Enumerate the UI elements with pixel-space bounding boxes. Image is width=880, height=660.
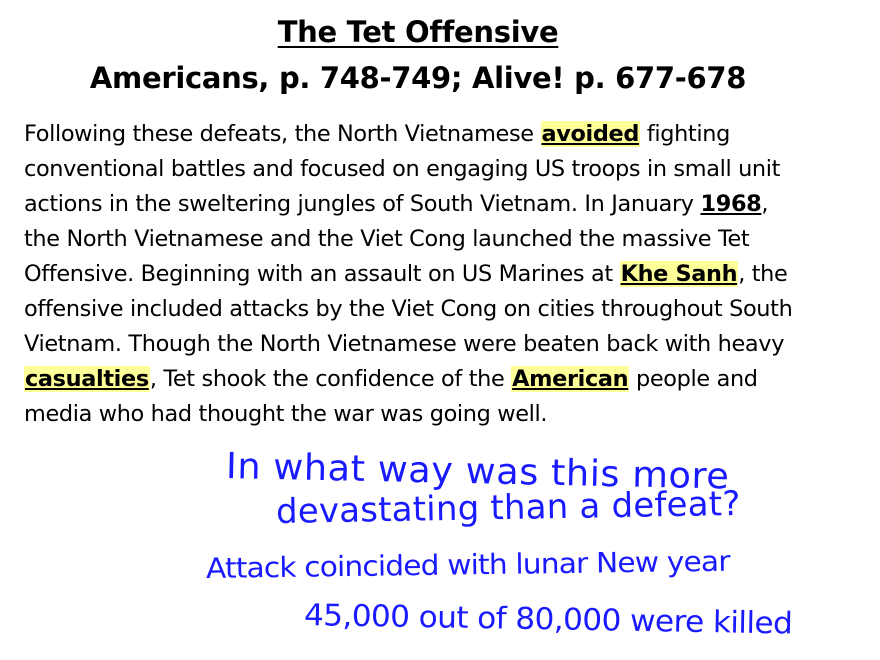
slide-subtitle: Americans, p. 748-749; Alive! p. 677-678 — [89, 61, 747, 95]
slide-title: The Tet Offensive — [277, 15, 559, 49]
paragraph-line: media who had thought the war was going well. — [24, 401, 548, 427]
text-run: actions in the sweltering jungles of South Vietnam. In January — [24, 191, 701, 217]
paragraph-line: conventional battles and focused on engaging US troops in small unit — [24, 156, 781, 182]
handwritten-answer-line-2: 45,000 out of 80,000 were killed — [303, 598, 793, 642]
handwritten-question-line-2: devastating than a defeat? — [275, 483, 741, 532]
text-run: fighting — [640, 121, 730, 147]
paragraph-line — [24, 187, 872, 222]
body-paragraph — [24, 117, 872, 432]
highlighted-term-khe-sanh: Khe Sanh — [620, 261, 738, 287]
text-run: Following these defeats, the North Vietnamese — [24, 121, 541, 147]
paragraph-line: Vietnam. Though the North Vietnamese were beaten back with heavy — [24, 331, 785, 357]
handwritten-question-line-1: In what way was this more — [225, 446, 730, 498]
paragraph-line — [24, 362, 872, 397]
text-run: , — [761, 191, 769, 217]
highlighted-term-american: American — [512, 366, 629, 392]
bold-term-1968: 1968 — [700, 191, 762, 217]
text-run: , the — [738, 261, 788, 287]
highlighted-term-avoided: avoided — [541, 121, 640, 147]
text-run: people and — [629, 366, 758, 392]
handwritten-answer-line-1: Attack coincided with lunar New year — [205, 544, 730, 585]
text-run: , Tet shook the confidence of the — [149, 366, 512, 392]
text-run: Offensive. Beginning with an assault on US Marines at — [24, 261, 620, 287]
paragraph-line: offensive included attacks by the Viet Cong on cities throughout South — [24, 296, 793, 322]
paragraph-line — [24, 257, 872, 292]
paragraph-line — [24, 117, 872, 152]
highlighted-term-casualties: casualties — [25, 366, 149, 392]
paragraph-line: the North Vietnamese and the Viet Cong launched the massive Tet — [24, 226, 750, 252]
